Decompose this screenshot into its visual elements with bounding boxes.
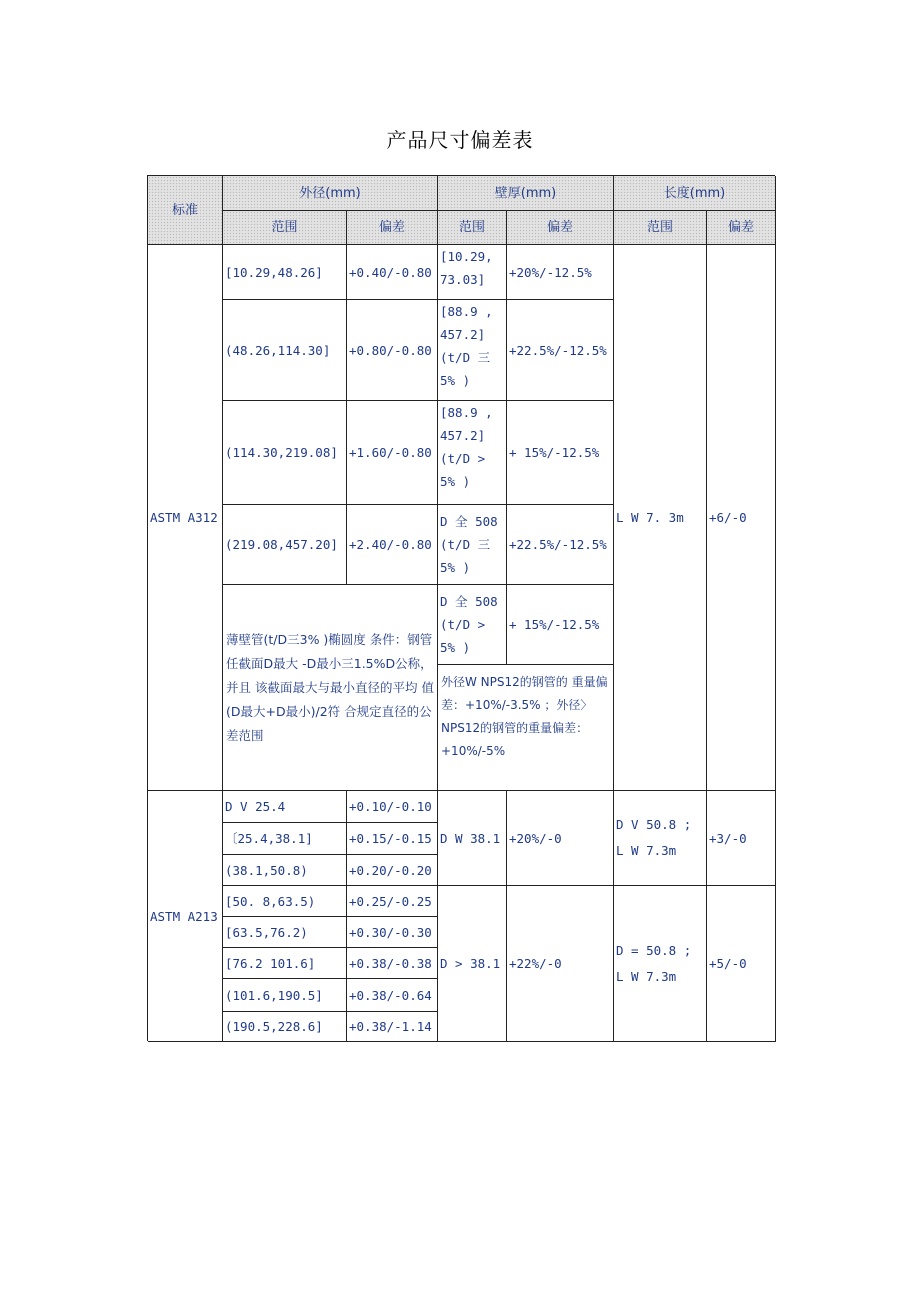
- a312-wall-tol-1: +20%/-12.5%: [507, 245, 614, 300]
- a312-wall-tol-3: + 15%/-12.5%: [507, 401, 614, 505]
- a213-od-range-1: D V 25.4: [223, 791, 347, 823]
- a312-wall-tol-5: + 15%/-12.5%: [507, 585, 614, 665]
- a213-wall-range-1: D W 38.1: [438, 791, 507, 886]
- a213-od-range-4: [50. 8,63.5): [223, 886, 347, 917]
- a213-od-tol-2: +0.15/-0.15: [347, 823, 438, 855]
- header-od-range: 范围: [223, 211, 347, 245]
- a213-od-range-7: (101.6,190.5]: [223, 979, 347, 1012]
- header-outer-diameter: 外径(mm): [223, 176, 438, 211]
- a213-od-range-2: 〔25.4,38.1]: [223, 823, 347, 855]
- a312-ovality-note: 薄壁管(t/D三3% )椭圆度 条件：钢管任截面D最大 -D最小三1.5%D公称，并且 该截面最大与最小直径的平均 值(D最大+D最小)/2符 合规定直径的公差范围: [223, 585, 438, 791]
- a312-od-range-1: [10.29,48.26]: [223, 245, 347, 300]
- a312-wall-range-4: D 全 508 (t/D 三5% ): [438, 505, 507, 585]
- header-od-tolerance: 偏差: [347, 211, 438, 245]
- header-length: 长度(mm): [614, 176, 776, 211]
- a213-od-tol-3: +0.20/-0.20: [347, 855, 438, 886]
- a213-od-range-6: [76.2 101.6]: [223, 948, 347, 979]
- a213-wall-range-2: D > 38.1: [438, 886, 507, 1042]
- header-length-tolerance: 偏差: [707, 211, 776, 245]
- a213-wall-tol-2: +22%/-0: [507, 886, 614, 1042]
- header-standard: 标准: [148, 176, 223, 245]
- standard-a213: ASTM A213: [148, 791, 223, 1042]
- a312-wall-range-3: [88.9 , 457.2] (t/D > 5% ): [438, 401, 507, 505]
- a213-length-tol-2: +5/-0: [707, 886, 776, 1042]
- a213-wall-tol-1: +20%/-0: [507, 791, 614, 886]
- standard-a312: ASTM A312: [148, 245, 223, 791]
- a312-wall-tol-2: +22.5%/-12.5%: [507, 300, 614, 401]
- a213-od-tol-8: +0.38/-1.14: [347, 1012, 438, 1042]
- page-title: 产品尺寸偏差表: [386, 128, 534, 152]
- a213-od-range-8: (190.5,228.6]: [223, 1012, 347, 1042]
- a312-od-tol-1: +0.40/-0.80: [347, 245, 438, 300]
- a213-od-tol-5: +0.30/-0.30: [347, 917, 438, 948]
- a213-od-tol-1: +0.10/-0.10: [347, 791, 438, 823]
- a213-od-tol-6: +0.38/-0.38: [347, 948, 438, 979]
- a312-wall-tol-4: +22.5%/-12.5%: [507, 505, 614, 585]
- a312-wall-range-2: [88.9 , 457.2] (t/D 三5% ): [438, 300, 507, 401]
- header-wall-tolerance: 偏差: [507, 211, 614, 245]
- a312-wall-range-1: [10.29, 73.03]: [438, 245, 507, 300]
- a312-length-range: L W 7. 3m: [614, 245, 707, 791]
- a312-length-tol: +6/-0: [707, 245, 776, 791]
- a213-length-range-2: D = 50.8 ; L W 7.3m: [614, 886, 707, 1042]
- a213-od-tol-7: +0.38/-0.64: [347, 979, 438, 1012]
- a312-od-range-3: (114.30,219.08]: [223, 401, 347, 505]
- header-length-range: 范围: [614, 211, 707, 245]
- a213-od-range-5: [63.5,76.2): [223, 917, 347, 948]
- a213-od-range-3: (38.1,50.8): [223, 855, 347, 886]
- a213-od-tol-4: +0.25/-0.25: [347, 886, 438, 917]
- a312-weight-note: 外径W NPS12的钢管的 重量偏差：+10%/-3.5% ；外径〉NPS12的钢管的重量偏差：+10%/-5%: [438, 665, 614, 791]
- a213-length-tol-1: +3/-0: [707, 791, 776, 886]
- header-wall-range: 范围: [438, 211, 507, 245]
- a312-od-tol-2: +0.80/-0.80: [347, 300, 438, 401]
- header-wall-thickness: 壁厚(mm): [438, 176, 614, 211]
- a312-od-tol-3: +1.60/-0.80: [347, 401, 438, 505]
- a312-od-range-2: (48.26,114.30]: [223, 300, 347, 401]
- a312-od-tol-4: +2.40/-0.80: [347, 505, 438, 585]
- a213-length-range-1: D V 50.8 ; L W 7.3m: [614, 791, 707, 886]
- a312-od-range-4: (219.08,457.20]: [223, 505, 347, 585]
- a312-wall-range-5: D 全 508 (t/D > 5% ): [438, 585, 507, 665]
- tolerance-table: [147, 175, 775, 1041]
